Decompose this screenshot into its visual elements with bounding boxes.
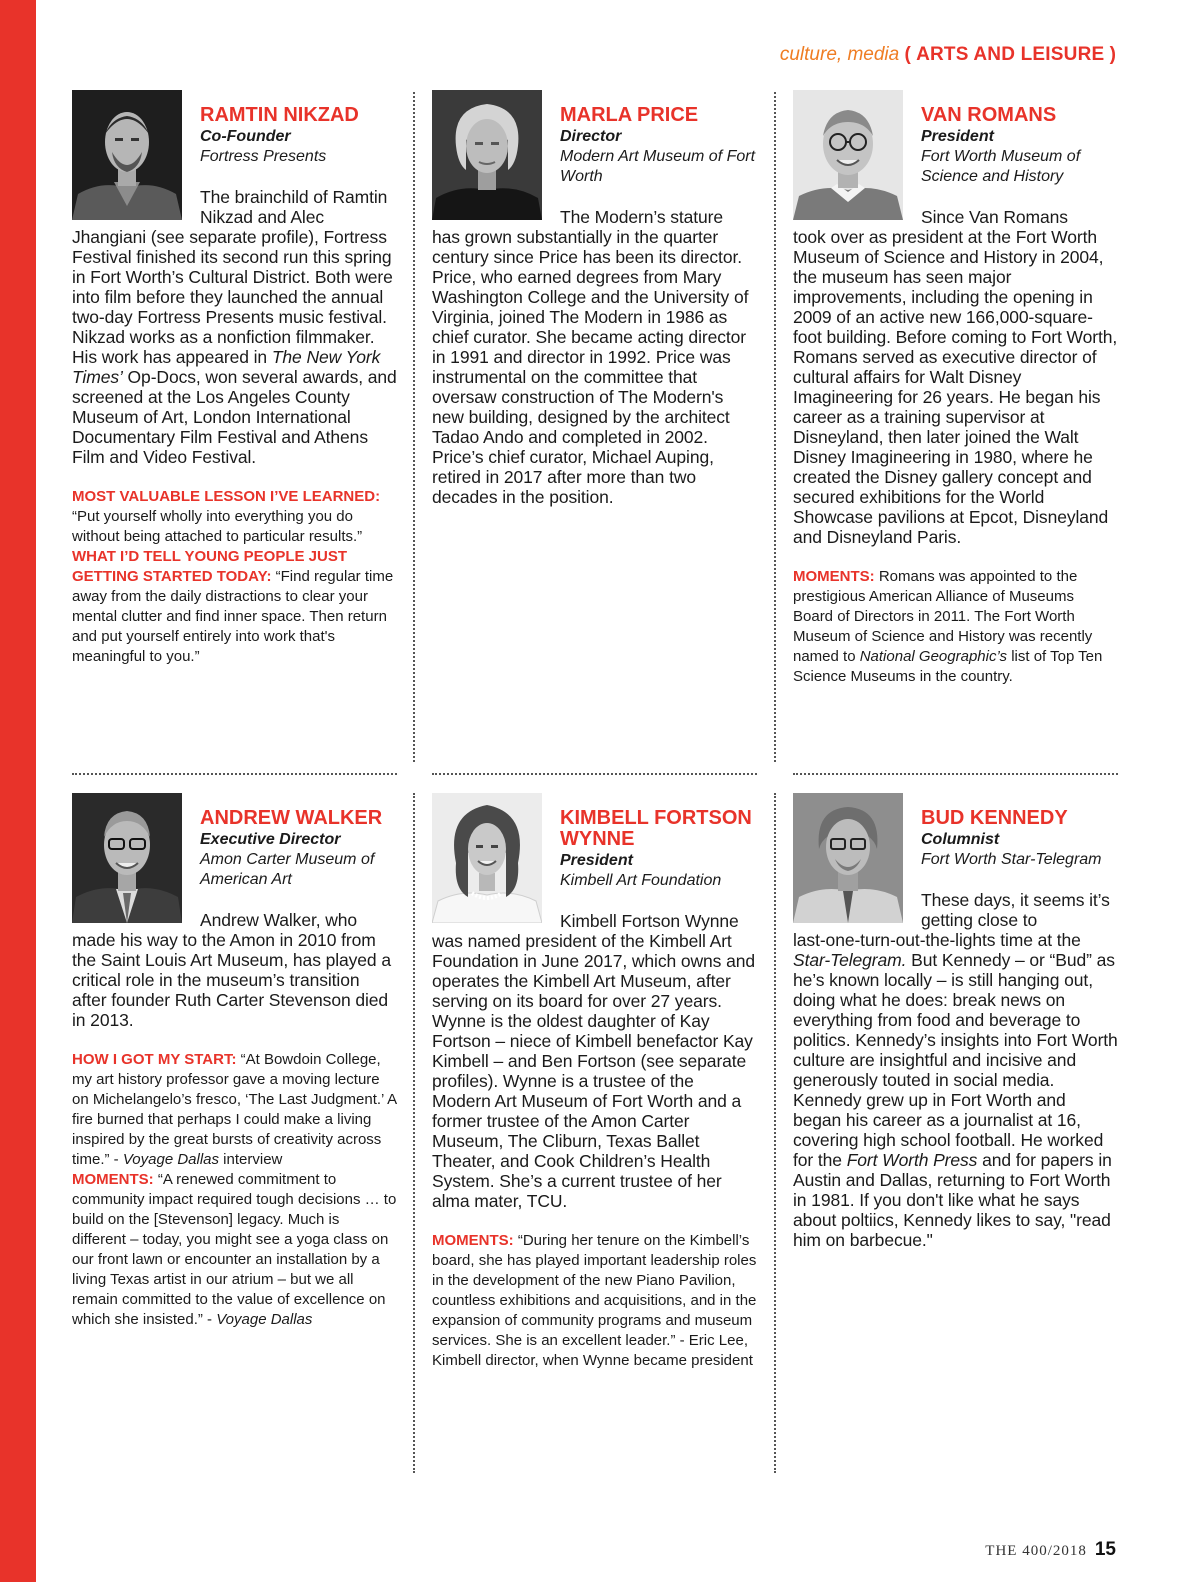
note-item: WHAT I’D TELL YOUNG PEOPLE JUST GETTING STARTED TODAY: “Find regular time away from the daily distractions to clear your mental clutter and find inner space. Then return and put yourself entirely into work that's meaningful to you.”	[72, 548, 394, 665]
bio-lead: Kimbell Fortson Wynne	[560, 911, 739, 931]
profile-notes	[72, 487, 397, 667]
note-label: MOST VALUABLE LESSON I’VE LEARNED:	[72, 488, 381, 505]
close-paren: )	[1109, 44, 1116, 65]
bio-text: made his way to the Amon in 2010 from the Saint Louis Art Museum, has played a critical role in the museum’s transition after founder Ruth Carter Stevenson died in 2013.	[72, 930, 391, 1030]
portrait-photo	[793, 793, 903, 923]
bio-text: last-one-turn-out-the-lights time at the Star-Telegram. But Kennedy – or “Bud” as he’s known locally – is still hanging out, doing what he does: break news on everything from food and beverage to politics. Kennedy’s insights into Fort Worth culture are insightful and incisive and generously touted in social media. Kennedy grew up in Fort Worth and began his career as a journalist at 16, covering high school football. He worked for the Fort Worth Press and for papers in Austin and Dallas, returning to Fort Worth in 1981. If you don't like what he says about poltiics, Kennedy likes to say, "read him on barbecue."	[793, 930, 1118, 1250]
person-role: Co-Founder	[200, 128, 291, 145]
portrait-photo	[793, 90, 903, 220]
person-organization: Fort Worth Star-Telegram	[921, 851, 1102, 868]
publication-name: THE 400/2018	[985, 1543, 1087, 1559]
bio-lead: The brainchild of Ramtin Nikzad and Alec	[200, 187, 388, 227]
person-organization: Fort Worth Museum of Science and History	[921, 148, 1081, 185]
bio-text: was named president of the Kimbell Art Foundation in June 2017, which owns and operates the Kimbell Art Museum, after serving on its board for over 27 years. Wynne is the oldest daughter of Kay Fortson – niece of Kimbell benefactor Kay Kimbell – and Ben Fortson (see separate profiles). Wynne is a trustee of the Modern Art Museum of Fort Worth and a former trustee of the Amon Carter Museum, The Cliburn, Texas Ballet Theater, and Cook Children’s Health System. She’s a current trustee of her alma mater, TCU.	[432, 931, 755, 1211]
row-divider	[432, 773, 757, 775]
profile-notes	[432, 1231, 757, 1371]
person-role: President	[560, 852, 633, 869]
person-role: President	[921, 128, 994, 145]
person-name: KIMBELL FORTSON WYNNE	[560, 807, 752, 850]
note-item: HOW I GOT MY START: “At Bowdoin College, my art history professor gave a moving lecture on Michelangelo’s fresco, ‘The Last Judgment.’ A fire burned that perhaps I could make a living inspired by the great bursts of creativity across time.” - Voyage Dallas interview	[72, 1051, 397, 1168]
person-organization: Modern Art Museum of Fort Worth	[560, 148, 756, 185]
person-name: VAN ROMANS	[921, 104, 1057, 126]
note-item: MOMENTS: Romans was appointed to the prestigious American Alliance of Museums Board of Directors in 2011. The Fort Worth Museum of Science and History was recently named to National Geographic’s list of Top Ten Science Museums in the country.	[793, 568, 1103, 685]
column-divider	[413, 793, 415, 1473]
profile-ramtin-nikzad	[72, 90, 397, 667]
row-divider	[793, 773, 1118, 775]
column-divider	[774, 92, 776, 762]
section-header	[780, 44, 1116, 66]
person-role: Columnist	[921, 831, 1000, 848]
person-organization: Kimbell Art Foundation	[560, 872, 722, 889]
profile-notes	[72, 1050, 397, 1330]
bio-lead: Since Van Romans	[921, 207, 1068, 227]
portrait-photo	[72, 793, 182, 923]
profile-marla-price	[432, 90, 757, 507]
bio-text: took over as president at the Fort Worth Museum of Science and History in 2004, the museum has seen major improvements, including the opening in 2009 of an active new 166,000-square-foot building. Before coming to Fort Worth, Romans served as executive director of cultural affairs for Walt Disney Imagineering for 26 years. He began his career as a training supervisor at Disneyland, then later joined the Walt Disney Imagineering in 1980, where he created the Disney gallery concept and secured exhibitions for the World Showcase pavilions at Epcot, Disneyland and Disneyland Paris.	[793, 227, 1118, 547]
profile-notes	[793, 567, 1118, 687]
bio-text: Jhangiani (see separate profile), Fortress Festival finished its second run this spring in Fort Worth’s Cultural District. Both were into film before they launched the annual two-day Fortress Presents music festival. Nikzad works as a nonfiction filmmaker. His work has appeared in The New York Times’ Op-Docs, won several awards, and screened at the Los Angeles County Museum of Art, London International Documentary Film Festival and Athens Film and Video Festival.	[72, 227, 397, 467]
person-name: ANDREW WALKER	[200, 807, 383, 829]
note-text: “Put yourself wholly into everything you do without being attached to particular results.”	[72, 508, 363, 545]
section-title: ARTS AND LEISURE	[916, 44, 1105, 65]
portrait-photo	[72, 90, 182, 220]
bio-lead: Andrew Walker, who	[200, 910, 358, 930]
page-number: 15	[1094, 1539, 1116, 1560]
note-item: MOMENTS: “A renewed commitment to community impact required tough decisions … to build on the [Stevenson] legacy. Much is different – today, you might see a yoga class on our front lawn or encounter an installation by a living Texas artist in our atrium – but we all remain committed to the value of excellence on which she insisted.” - Voyage Dallas	[72, 1171, 397, 1328]
row-divider	[72, 773, 397, 775]
person-name: RAMTIN NIKZAD	[200, 104, 359, 126]
profile-bud-kennedy	[793, 793, 1118, 1250]
bio-text: has grown substantially in the quarter century since Price has been its director. Price, who earned degrees from Mary Washington College and the University of Virginia, joined The Modern in 1986 as chief curator. She became acting director in 1991 and director in 1992. Price was instrumental on the committee that oversaw construction of The Modern's new building, designed by the architect Tadao Ando and completed in 2002. Price’s chief curator, Michael Auping, retired in 2017 after more than two decades in the position.	[432, 227, 749, 507]
open-paren: (	[904, 44, 911, 65]
red-side-bar	[0, 0, 36, 1582]
profile-andrew-walker	[72, 793, 397, 1330]
profile-van-romans	[793, 90, 1118, 687]
column-divider	[413, 92, 415, 762]
person-organization: Amon Carter Museum of American Art	[200, 851, 375, 888]
bio-lead: The Modern’s stature	[560, 207, 724, 227]
section-subtitle: culture, media	[779, 44, 900, 65]
portrait-photo	[432, 793, 542, 923]
person-role: Director	[560, 128, 622, 145]
note-item: MOMENTS: “During her tenure on the Kimbell’s board, she has played important leadership roles in the development of the new Piano Pavilion, countless exhibitions and acquisitions, and in the expansion of community programs and museum services. She is an excellent leader.” - Eric Lee, Kimbell director, when Wynne became president	[432, 1232, 757, 1369]
person-organization: Fortress Presents	[200, 148, 327, 165]
bio-lead: These days, it seems it’s getting close to	[921, 890, 1110, 930]
portrait-photo	[432, 90, 542, 220]
person-name: MARLA PRICE	[560, 104, 699, 126]
column-divider	[774, 793, 776, 1473]
page-footer	[985, 1539, 1116, 1561]
profile-kimbell-fortson-wynne	[432, 793, 757, 1371]
person-name: BUD KENNEDY	[921, 807, 1068, 829]
person-role: Executive Director	[200, 831, 341, 848]
